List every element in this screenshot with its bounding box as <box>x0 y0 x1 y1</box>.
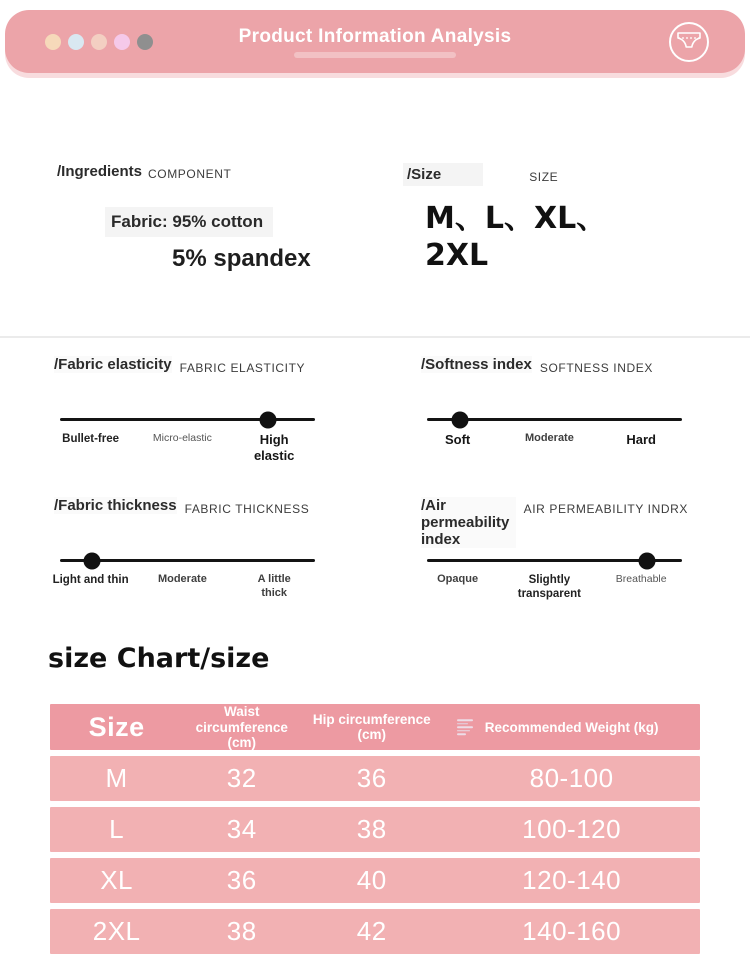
cell-hip: 40 <box>356 865 387 895</box>
cell-hip: 42 <box>356 916 387 946</box>
cell-size: M <box>105 763 128 793</box>
column-header-waist: Waist circumference (cm) <box>195 704 288 751</box>
cell-waist: 32 <box>226 763 257 793</box>
tick-label: Moderate <box>157 573 207 585</box>
cell-size: XL <box>100 865 134 895</box>
attributes-section <box>54 356 688 624</box>
cell-weight: 80-100 <box>529 763 614 793</box>
permeability-slider-track <box>427 559 682 562</box>
size-values-line1: M、L、XL、 <box>425 201 607 236</box>
attribute-label: /Softness index <box>421 356 532 373</box>
tick-label: Slightly transparent <box>517 574 582 601</box>
column-header-size: Size <box>88 711 145 742</box>
section-divider <box>0 336 750 338</box>
cell-size: 2XL <box>92 916 141 946</box>
attribute-fabric-thickness <box>54 497 321 624</box>
tick-label: Moderate <box>524 432 574 444</box>
cell-weight: 140-160 <box>522 916 622 946</box>
table-row <box>50 858 700 903</box>
tick-label: Opaque <box>437 573 479 585</box>
thickness-slider-dot <box>84 552 101 569</box>
elasticity-slider-track <box>60 418 315 421</box>
ingredients-label: /Ingredients <box>57 163 143 180</box>
table-header-row <box>50 704 700 750</box>
window-dot <box>114 34 130 50</box>
window-dot <box>91 34 107 50</box>
briefs-icon <box>669 22 709 62</box>
softness-slider-track <box>427 418 682 421</box>
cell-waist: 34 <box>226 814 257 844</box>
ingredients-caption: COMPONENT <box>148 167 232 181</box>
cell-waist: 36 <box>226 865 257 895</box>
softness-slider-dot <box>451 411 468 428</box>
size-chart-title: size Chart/size <box>48 643 270 674</box>
attribute-label: /Fabric elasticity <box>54 356 172 373</box>
column-header-weight-label: Recommended Weight (kg) <box>484 719 659 735</box>
window-dot <box>68 34 84 50</box>
permeability-slider-dot <box>639 552 656 569</box>
table-row <box>50 756 700 801</box>
attribute-air-permeability <box>421 497 688 624</box>
page-title: Product Information Analysis <box>238 25 512 47</box>
table-row <box>50 909 700 954</box>
tick-label: Bullet-free <box>62 433 120 445</box>
attribute-caption: FABRIC THICKNESS <box>184 502 310 516</box>
attribute-caption: FABRIC ELASTICITY <box>179 361 306 375</box>
attribute-label: /Fabric thickness <box>54 497 177 514</box>
attribute-softness-index <box>421 356 688 483</box>
tick-label: High elastic <box>253 432 295 464</box>
watermark-lines-icon <box>457 718 473 738</box>
cell-weight: 100-120 <box>522 814 622 844</box>
window-dots <box>45 34 153 50</box>
tick-label: Light and thin <box>52 574 129 586</box>
fabric-composition: Fabric: 95% cotton <box>105 207 273 237</box>
column-header-weight <box>443 720 700 736</box>
attribute-fabric-elasticity <box>54 356 321 483</box>
ingredients-section <box>0 163 395 274</box>
cell-hip: 36 <box>356 763 387 793</box>
size-values <box>425 200 750 274</box>
column-header-hip: Hip circumference (cm) <box>312 711 431 743</box>
cell-waist: 38 <box>226 916 257 946</box>
size-section <box>395 163 750 274</box>
table-row <box>50 807 700 852</box>
attribute-caption: AIR PERMEABILITY INDRX <box>523 502 688 516</box>
size-values-line2: 2XL <box>425 238 489 273</box>
size-caption: SIZE <box>529 170 559 184</box>
cell-weight: 120-140 <box>522 865 622 895</box>
window-dot <box>45 34 61 50</box>
spandex-composition: 5% spandex <box>172 245 311 272</box>
size-label: /Size <box>403 163 483 186</box>
window-dot <box>137 34 153 50</box>
tick-label: Breathable <box>615 573 667 585</box>
cell-size: L <box>109 814 125 844</box>
attribute-label: /Air permeability index <box>421 497 516 548</box>
thickness-slider-track <box>60 559 315 562</box>
tick-label: Micro-elastic <box>152 432 212 444</box>
tick-label: A little thick <box>257 573 291 599</box>
cell-hip: 38 <box>356 814 387 844</box>
size-chart-table <box>50 704 700 960</box>
tick-label: Hard <box>626 432 656 447</box>
attribute-caption: SOFTNESS INDEX <box>539 361 653 375</box>
tick-label: Soft <box>444 432 471 447</box>
top-info-section <box>0 163 750 274</box>
elasticity-slider-dot <box>259 411 276 428</box>
header-bar <box>5 10 745 73</box>
title-watermark <box>294 52 456 58</box>
